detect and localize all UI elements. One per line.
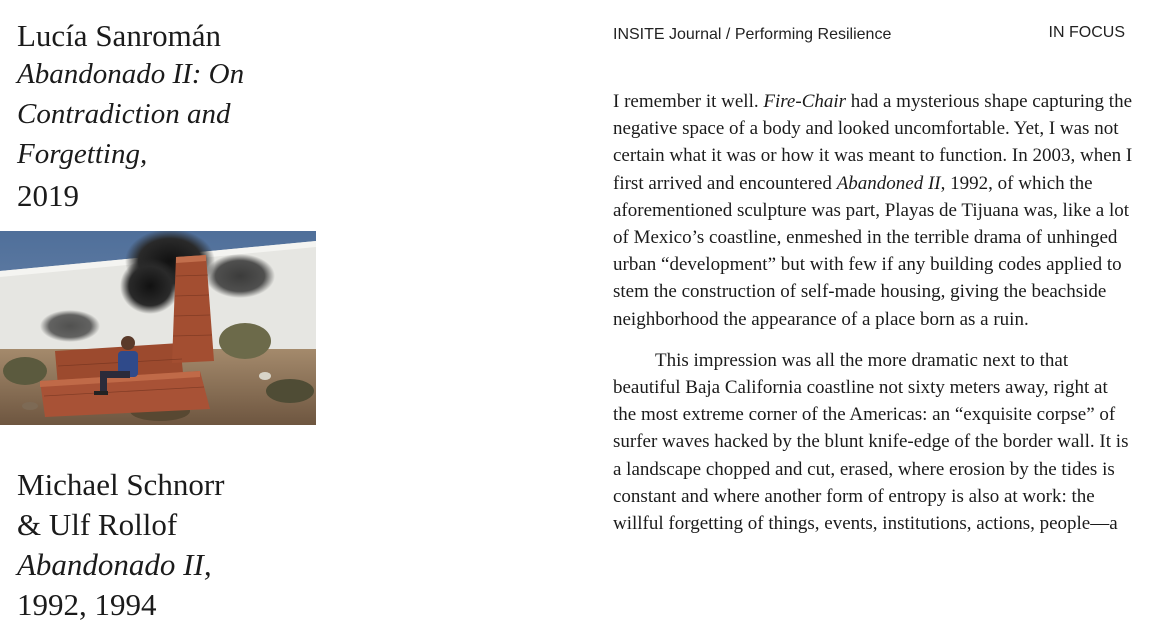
body-paragraph-1 bbox=[613, 88, 1135, 333]
article-body bbox=[613, 88, 1135, 551]
breadcrumb-separator: / bbox=[721, 26, 735, 43]
article-title: Abandonado II: On Contradiction and Forgetting, bbox=[17, 58, 245, 170]
p1-emphasis-abandoned: Abandoned II bbox=[836, 172, 941, 194]
breadcrumb bbox=[613, 26, 891, 44]
body-paragraph-2: This impression was all the more dramatic next to that beautiful Baja California coastline not sixty meters away, right at the most extreme corner of the Americas: an “exquisite corpse” of surfer waves hacked by the blunt knife-edge of the border wall. It is a landscape chopped and cut, erased, where erosion by the tides is constant and where another form of entropy is also at work: the willful forgetting of things, events, institutions, actions, people—a bbox=[613, 349, 1129, 535]
credit-artists-line2: & Ulf Rollof bbox=[17, 507, 178, 542]
credit-years: 1992, 1994 bbox=[17, 587, 157, 622]
breadcrumb-issue-link[interactable]: Performing Resilience bbox=[734, 26, 892, 43]
breadcrumb-journal-link[interactable]: INSITE Journal bbox=[613, 26, 722, 43]
left-column bbox=[0, 0, 330, 628]
p1-text-b: had a mysterious shape capturing the negative space of a body and looked uncomfortable. Yet, I was not certain what it was or how it was meant to function. In 2003, when I first arrived and encountered bbox=[613, 91, 1133, 194]
credit-work-title: Abandonado II, bbox=[17, 547, 212, 582]
header-bar bbox=[613, 24, 1125, 46]
credit-artists-line1: Michael Schnorr bbox=[17, 467, 225, 502]
artwork-photo-icon bbox=[0, 231, 316, 425]
section-label-link[interactable]: IN FOCUS bbox=[1048, 24, 1125, 41]
p1-text-c: , 1992, of which the aforementioned sculpture was part, Playas de Tijuana was, like a lot of Mexico’s coastline, enmeshed in the terrible drama of unhinged urban “development” but with few if any building codes applied to stem the construction of self-made housing, giving the beachside neighborhood the appearance of a place born as a ruin. bbox=[613, 172, 1130, 330]
artwork-photo bbox=[0, 231, 316, 425]
article-heading bbox=[17, 18, 317, 216]
artwork-credit bbox=[17, 465, 317, 625]
p1-emphasis-fire-chair: Fire-Chair bbox=[763, 91, 847, 112]
p1-text-a: I remember it well. bbox=[613, 91, 764, 112]
article-author: Lucía Sanromán bbox=[17, 18, 222, 53]
article-year: 2019 bbox=[17, 178, 79, 213]
